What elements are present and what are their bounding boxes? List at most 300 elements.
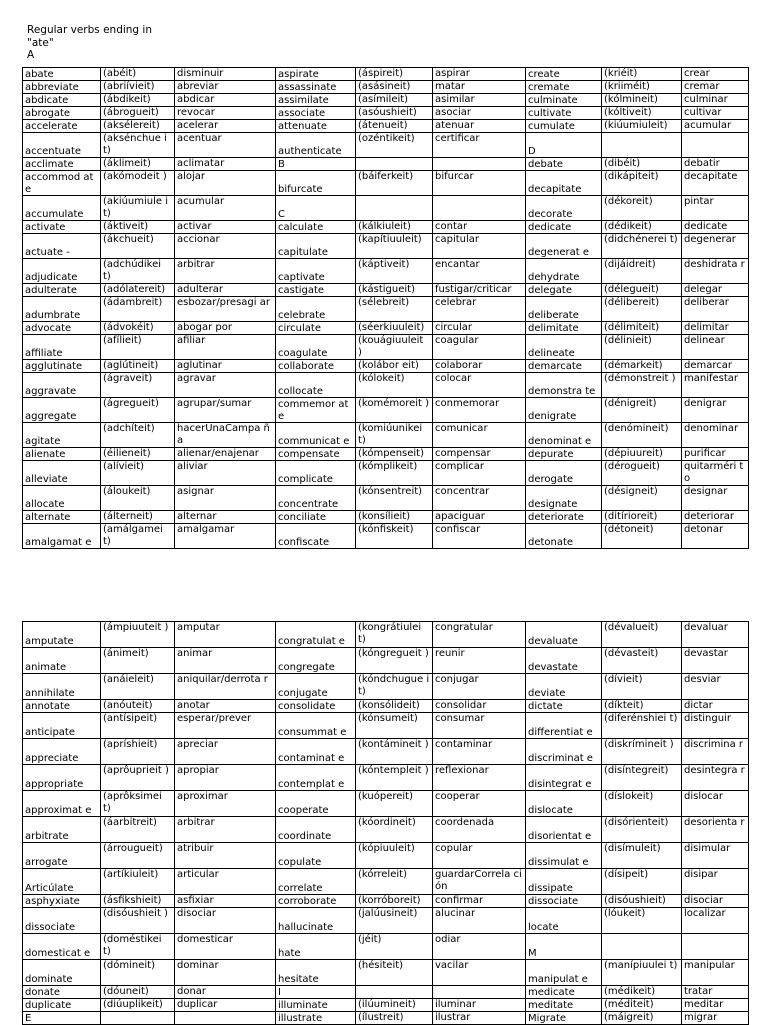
verb-cell: C xyxy=(276,196,356,221)
verb-cell: castigate xyxy=(276,284,356,297)
verb-cell: consolidate xyxy=(276,700,356,713)
translation-cell: asignar xyxy=(175,486,276,511)
translation-cell: devastar xyxy=(682,648,749,674)
pronunciation-cell: (méditeit) xyxy=(602,999,682,1012)
verb-cell: arbitrate xyxy=(23,817,101,843)
verb-cell: aspirate xyxy=(276,68,356,81)
verb-cell: dissimulat e xyxy=(526,843,602,869)
pronunciation-cell: (artíkiuleit) xyxy=(101,869,175,895)
pronunciation-cell: (kónsentreit) xyxy=(356,486,433,511)
translation-cell: circular xyxy=(433,322,526,335)
pronunciation-cell: (ákchueit) xyxy=(101,234,175,259)
pronunciation-cell: (ámpiuuteit ) xyxy=(101,622,175,648)
translation-cell: asfixiar xyxy=(175,895,276,908)
pronunciation-cell: (denómineit) xyxy=(602,423,682,448)
translation-cell: abdicar xyxy=(175,94,276,107)
verb-cell: advocate xyxy=(23,322,101,335)
verb-cell: discriminat e xyxy=(526,739,602,765)
verb-cell: demonstra te xyxy=(526,373,602,398)
pronunciation-cell: (adólatereit) xyxy=(101,284,175,297)
pronunciation-cell: (dijáidreit) xyxy=(602,259,682,284)
translation-cell: meditar xyxy=(682,999,749,1012)
verb-cell: denigrate xyxy=(526,398,602,423)
pronunciation-cell: (díkteit) xyxy=(602,700,682,713)
verb-cell: debate xyxy=(526,158,602,171)
table-row xyxy=(23,81,749,94)
table-row xyxy=(23,908,749,934)
pronunciation-cell: (dévasteit) xyxy=(602,648,682,674)
translation-cell: asociar xyxy=(433,107,526,120)
table-row xyxy=(23,360,749,373)
verb-cell: abdicate xyxy=(23,94,101,107)
verb-cell: allocate xyxy=(23,486,101,511)
verb-cell: I xyxy=(276,986,356,999)
pronunciation-cell: (anóuteit) xyxy=(101,700,175,713)
translation-cell: ilustrar xyxy=(433,1012,526,1025)
pronunciation-cell: (ágraveit) xyxy=(101,373,175,398)
verb-cell: detonate xyxy=(526,524,602,549)
pronunciation-cell: (manípiuulei t) xyxy=(602,960,682,986)
verb-cell: celebrate xyxy=(276,297,356,322)
translation-cell: colaborar xyxy=(433,360,526,373)
table-row xyxy=(23,68,749,81)
translation-cell: articular xyxy=(175,869,276,895)
verb-cell: annihilate xyxy=(23,674,101,700)
verb-cell: correlate xyxy=(276,869,356,895)
verb-cell: disorientat e xyxy=(526,817,602,843)
table-row xyxy=(23,107,749,120)
translation-cell: dedicate xyxy=(682,221,749,234)
pronunciation-cell: (diúuplikeit) xyxy=(101,999,175,1012)
verb-cell: actuate - xyxy=(23,234,101,259)
translation-cell: concentrar xyxy=(433,486,526,511)
pronunciation-cell: (korróboreit) xyxy=(356,895,433,908)
pronunciation-cell: (diferénshiei t) xyxy=(602,713,682,739)
verb-cell: appreciate xyxy=(23,739,101,765)
pronunciation-cell: (akiúumiule it) xyxy=(101,196,175,221)
verb-cell: confiscate xyxy=(276,524,356,549)
verb-cell: collaborate xyxy=(276,360,356,373)
translation-cell: migrar xyxy=(682,1012,749,1025)
pronunciation-cell: (kapítiuuleit) xyxy=(356,234,433,259)
verb-cell: agitate xyxy=(23,423,101,448)
pronunciation-cell xyxy=(356,986,433,999)
pronunciation-cell: (akómodeit ) xyxy=(101,171,175,196)
pronunciation-cell: (konsílieit) xyxy=(356,511,433,524)
pronunciation-cell: (délegueit) xyxy=(602,284,682,297)
verb-cell: consummat e xyxy=(276,713,356,739)
verb-table-2 xyxy=(22,621,749,1025)
translation-cell: copular xyxy=(433,843,526,869)
verb-cell: assassinate xyxy=(276,81,356,94)
translation-cell: aniquilar/derrota r xyxy=(175,674,276,700)
verb-cell: amputate xyxy=(23,622,101,648)
pronunciation-cell: (aprôksimei t) xyxy=(101,791,175,817)
translation-cell: iluminar xyxy=(433,999,526,1012)
pronunciation-cell: (kóndchugue it) xyxy=(356,674,433,700)
translation-cell: confiscar xyxy=(433,524,526,549)
translation-cell: coagular xyxy=(433,335,526,360)
pronunciation-cell: (dépiuureit) xyxy=(602,448,682,461)
table-row xyxy=(23,461,749,486)
verb-cell: cremate xyxy=(526,81,602,94)
verb-cell: illustrate xyxy=(276,1012,356,1025)
verb-cell: congratulat e xyxy=(276,622,356,648)
pronunciation-cell: (éilieneit) xyxy=(101,448,175,461)
verb-cell: calculate xyxy=(276,221,356,234)
translation-cell: quitarméri to xyxy=(682,461,749,486)
table-row xyxy=(23,791,749,817)
verb-cell: dislocate xyxy=(526,791,602,817)
translation-cell: alienar/enajenar xyxy=(175,448,276,461)
table-row xyxy=(23,700,749,713)
verb-cell: accommod ate xyxy=(23,171,101,196)
pronunciation-cell: (kópiuuleit) xyxy=(356,843,433,869)
verb-cell: locate xyxy=(526,908,602,934)
translation-cell: purificar xyxy=(682,448,749,461)
translation-cell: aliviar xyxy=(175,461,276,486)
table-row xyxy=(23,398,749,423)
verb-cell: congregate xyxy=(276,648,356,674)
pronunciation-cell: (aksénchue it) xyxy=(101,133,175,158)
pronunciation-cell: (ábdikeit) xyxy=(101,94,175,107)
verb-cell: Articúlate xyxy=(23,869,101,895)
translation-cell: anotar xyxy=(175,700,276,713)
pronunciation-cell: (áklimeit) xyxy=(101,158,175,171)
pronunciation-cell: (hésiteit) xyxy=(356,960,433,986)
verb-cell: animate xyxy=(23,648,101,674)
translation-cell: fustigar/criticar xyxy=(433,284,526,297)
section-letter: A xyxy=(27,49,35,61)
verb-cell: devaluate xyxy=(526,622,602,648)
verb-cell: coagulate xyxy=(276,335,356,360)
verb-cell: accelerate xyxy=(23,120,101,133)
translation-cell: apropiar xyxy=(175,765,276,791)
pronunciation-cell: (ádambreit) xyxy=(101,297,175,322)
verb-cell: adjudicate xyxy=(23,259,101,284)
table-row xyxy=(23,373,749,398)
pronunciation-cell: (dédikeit) xyxy=(602,221,682,234)
pronunciation-cell: (ilúumineit) xyxy=(356,999,433,1012)
translation-cell: manifestar xyxy=(682,373,749,398)
verb-cell: communicat e xyxy=(276,423,356,448)
pronunciation-cell: (kástigueit) xyxy=(356,284,433,297)
verb-cell: abrogate xyxy=(23,107,101,120)
verb-cell: associate xyxy=(276,107,356,120)
pronunciation-cell: (dóuneit) xyxy=(101,986,175,999)
pronunciation-cell: (áspireit) xyxy=(356,68,433,81)
pronunciation-cell: (désigneit) xyxy=(602,486,682,511)
pronunciation-cell: (kriéit) xyxy=(602,68,682,81)
translation-cell xyxy=(433,196,526,221)
pronunciation-cell: (diskrímineit ) xyxy=(602,739,682,765)
pronunciation-cell: (asásineit) xyxy=(356,81,433,94)
translation-cell xyxy=(433,158,526,171)
translation-cell: afiliar xyxy=(175,335,276,360)
verb-table-1 xyxy=(22,67,749,549)
translation-cell: crear xyxy=(682,68,749,81)
translation-cell: alucinar xyxy=(433,908,526,934)
table-row xyxy=(23,335,749,360)
verb-cell: dominate xyxy=(23,960,101,986)
translation-cell: delegar xyxy=(682,284,749,297)
pronunciation-cell: (ágregueit) xyxy=(101,398,175,423)
translation-cell xyxy=(433,986,526,999)
translation-cell: alojar xyxy=(175,171,276,196)
translation-cell: acumular xyxy=(175,196,276,221)
pronunciation-cell: (káptiveit) xyxy=(356,259,433,284)
translation-cell: disociar xyxy=(682,895,749,908)
verb-cell: hesitate xyxy=(276,960,356,986)
pronunciation-cell: (didchénerei t) xyxy=(602,234,682,259)
verb-cell: dictate xyxy=(526,700,602,713)
table-row xyxy=(23,221,749,234)
translation-cell: delinear xyxy=(682,335,749,360)
translation-cell: distinguir xyxy=(682,713,749,739)
pronunciation-cell: (ditírioreit) xyxy=(602,511,682,524)
table-row xyxy=(23,133,749,158)
translation-cell: deteriorar xyxy=(682,511,749,524)
pronunciation-cell: (kontámineit ) xyxy=(356,739,433,765)
translation-cell xyxy=(682,133,749,158)
translation-cell: atenuar xyxy=(433,120,526,133)
table-row xyxy=(23,259,749,284)
verb-cell: capitulate xyxy=(276,234,356,259)
pronunciation-cell: (komiúunikei t) xyxy=(356,423,433,448)
pronunciation-cell: (aprôuprieit ) xyxy=(101,765,175,791)
verb-cell: devastate xyxy=(526,648,602,674)
pronunciation-cell: (sélebreit) xyxy=(356,297,433,322)
verb-cell: captivate xyxy=(276,259,356,284)
pronunciation-cell: (átenueit) xyxy=(356,120,433,133)
translation-cell: dislocar xyxy=(682,791,749,817)
translation-cell: dictar xyxy=(682,700,749,713)
pronunciation-cell: (dévalueit) xyxy=(602,622,682,648)
verb-cell: conciliate xyxy=(276,511,356,524)
verb-cell: decapitate xyxy=(526,171,602,196)
translation-cell: amputar xyxy=(175,622,276,648)
pronunciation-cell: (disímuleit) xyxy=(602,843,682,869)
table-row xyxy=(23,423,749,448)
pronunciation-cell: (kóordineit) xyxy=(356,817,433,843)
verb-cell: circulate xyxy=(276,322,356,335)
translation-cell: asimilar xyxy=(433,94,526,107)
verb-cell: coordinate xyxy=(276,817,356,843)
translation-cell xyxy=(175,1012,276,1025)
pronunciation-cell: (kónfiskeit) xyxy=(356,524,433,549)
translation-cell: comunicar xyxy=(433,423,526,448)
translation-cell: accionar xyxy=(175,234,276,259)
table-row xyxy=(23,713,749,739)
verb-cell: attenuate xyxy=(276,120,356,133)
translation-cell: denominar xyxy=(682,423,749,448)
pronunciation-cell: (báiferkeit) xyxy=(356,171,433,196)
translation-cell: delimitar xyxy=(682,322,749,335)
table-row xyxy=(23,94,749,107)
translation-cell: acelerar xyxy=(175,120,276,133)
table-row xyxy=(23,120,749,133)
pronunciation-cell: (dibéit) xyxy=(602,158,682,171)
verb-cell: E xyxy=(23,1012,101,1025)
pronunciation-cell: (díslokeit) xyxy=(602,791,682,817)
translation-cell: contar xyxy=(433,221,526,234)
verb-cell: corroborate xyxy=(276,895,356,908)
pronunciation-cell: (dívieit) xyxy=(602,674,682,700)
translation-cell: denigrar xyxy=(682,398,749,423)
pronunciation-cell: (kongrátiulei t) xyxy=(356,622,433,648)
translation-cell: culminar xyxy=(682,94,749,107)
translation-cell: atribuir xyxy=(175,843,276,869)
verb-cell: collocate xyxy=(276,373,356,398)
pronunciation-cell: (ozéntikeit) xyxy=(356,133,433,158)
pronunciation-cell: (médikeit) xyxy=(602,986,682,999)
table-row xyxy=(23,817,749,843)
pronunciation-cell xyxy=(101,1012,175,1025)
translation-cell: coordenada xyxy=(433,817,526,843)
verb-cell: donate xyxy=(23,986,101,999)
table-row xyxy=(23,511,749,524)
translation-cell: aspirar xyxy=(433,68,526,81)
translation-cell: domesticar xyxy=(175,934,276,960)
translation-cell: detonar xyxy=(682,524,749,549)
verb-cell: B xyxy=(276,158,356,171)
pronunciation-cell: (komémoreit ) xyxy=(356,398,433,423)
verb-cell: derogate xyxy=(526,461,602,486)
pronunciation-cell: (dísipeit) xyxy=(602,869,682,895)
pronunciation-cell: (konsólideit) xyxy=(356,700,433,713)
pronunciation-cell: (áktiveit) xyxy=(101,221,175,234)
table-row xyxy=(23,322,749,335)
verb-cell: dissipate xyxy=(526,869,602,895)
translation-cell: duplicar xyxy=(175,999,276,1012)
pronunciation-cell: (dikápiteit) xyxy=(602,171,682,196)
translation-cell: dominar xyxy=(175,960,276,986)
verb-cell: aggravate xyxy=(23,373,101,398)
table-row xyxy=(23,869,749,895)
verb-cell: commemor ate xyxy=(276,398,356,423)
verb-cell: adumbrate xyxy=(23,297,101,322)
translation-cell: agravar xyxy=(175,373,276,398)
translation-cell: debatir xyxy=(682,158,749,171)
pronunciation-cell: (jalúusineit) xyxy=(356,908,433,934)
pronunciation-cell: (lóukeit) xyxy=(602,908,682,934)
translation-cell: apaciguar xyxy=(433,511,526,524)
pronunciation-cell: (disóushieit) xyxy=(602,895,682,908)
verb-cell: annotate xyxy=(23,700,101,713)
pronunciation-cell: (dékoreit) xyxy=(602,196,682,221)
verb-cell: abbreviate xyxy=(23,81,101,94)
verb-cell: activate xyxy=(23,221,101,234)
verb-cell: delimitate xyxy=(526,322,602,335)
verb-cell: create xyxy=(526,68,602,81)
verb-cell: complicate xyxy=(276,461,356,486)
translation-cell: agrupar/sumar xyxy=(175,398,276,423)
translation-cell: disociar xyxy=(175,908,276,934)
translation-cell: apreciar xyxy=(175,739,276,765)
translation-cell: aclimatar xyxy=(175,158,276,171)
verb-cell: concentrate xyxy=(276,486,356,511)
translation-cell: cooperar xyxy=(433,791,526,817)
pronunciation-cell: (kálkiuleit) xyxy=(356,221,433,234)
pronunciation-cell: (disóushieit ) xyxy=(101,908,175,934)
verb-cell: compensate xyxy=(276,448,356,461)
pronunciation-cell: (kriiméit) xyxy=(602,81,682,94)
verb-cell: differentiat e xyxy=(526,713,602,739)
pronunciation-cell: (anáieleit) xyxy=(101,674,175,700)
translation-cell: acumular xyxy=(682,120,749,133)
translation-cell xyxy=(682,934,749,960)
verb-cell: deteriorate xyxy=(526,511,602,524)
table-row xyxy=(23,895,749,908)
verb-cell: denominat e xyxy=(526,423,602,448)
translation-cell: alternar xyxy=(175,511,276,524)
translation-cell: compensar xyxy=(433,448,526,461)
translation-cell: localizar xyxy=(682,908,749,934)
pronunciation-cell: (délibereit) xyxy=(602,297,682,322)
translation-cell: encantar xyxy=(433,259,526,284)
translation-cell: abreviar xyxy=(175,81,276,94)
pronunciation-cell: (alívieit) xyxy=(101,461,175,486)
pronunciation-cell: (jéit) xyxy=(356,934,433,960)
pronunciation-cell: (dérogueit) xyxy=(602,461,682,486)
verb-cell: D xyxy=(526,133,602,158)
translation-cell: devaluar xyxy=(682,622,749,648)
translation-cell: conmemorar xyxy=(433,398,526,423)
verb-cell: dissociate xyxy=(23,908,101,934)
pronunciation-cell: (aglútineit) xyxy=(101,360,175,373)
verb-cell: assimilate xyxy=(276,94,356,107)
pronunciation-cell: (kómplikeit) xyxy=(356,461,433,486)
pronunciation-cell: (aksélereit) xyxy=(101,120,175,133)
pronunciation-cell: (délimiteit) xyxy=(602,322,682,335)
table-row xyxy=(23,171,749,196)
translation-cell: reflexionar xyxy=(433,765,526,791)
verb-cell: dedicate xyxy=(526,221,602,234)
translation-cell: disipar xyxy=(682,869,749,895)
translation-cell: consumar xyxy=(433,713,526,739)
translation-cell: arbitrar xyxy=(175,259,276,284)
pronunciation-cell: (asóushieit) xyxy=(356,107,433,120)
translation-cell: consolidar xyxy=(433,700,526,713)
table-row xyxy=(23,674,749,700)
verb-cell: copulate xyxy=(276,843,356,869)
verb-cell: contaminat e xyxy=(276,739,356,765)
translation-cell: cremar xyxy=(682,81,749,94)
verb-cell: adulterate xyxy=(23,284,101,297)
table-row xyxy=(23,448,749,461)
pronunciation-cell: (ílustreit) xyxy=(356,1012,433,1025)
table-row xyxy=(23,196,749,221)
pronunciation-cell: (afílieit) xyxy=(101,335,175,360)
translation-cell: degenerar xyxy=(682,234,749,259)
verb-cell: Migrate xyxy=(526,1012,602,1025)
verb-cell: approximat e xyxy=(23,791,101,817)
pronunciation-cell: (áarbitreit) xyxy=(101,817,175,843)
pronunciation-cell: (kiúumiuleit) xyxy=(602,120,682,133)
verb-cell: alleviate xyxy=(23,461,101,486)
pronunciation-cell: (ádvokéit) xyxy=(101,322,175,335)
verb-cell: medicate xyxy=(526,986,602,999)
pronunciation-cell: (doméstikei t) xyxy=(101,934,175,960)
pronunciation-cell: (détoneit) xyxy=(602,524,682,549)
pronunciation-cell: (kólmineit) xyxy=(602,94,682,107)
translation-cell: esbozar/presagi ar xyxy=(175,297,276,322)
verb-cell: deliberate xyxy=(526,297,602,322)
pronunciation-cell: (kóngregueit ) xyxy=(356,648,433,674)
pronunciation-cell: (disórienteit) xyxy=(602,817,682,843)
heading-line-1: Regular verbs ending in xyxy=(27,24,153,36)
translation-cell: donar xyxy=(175,986,276,999)
